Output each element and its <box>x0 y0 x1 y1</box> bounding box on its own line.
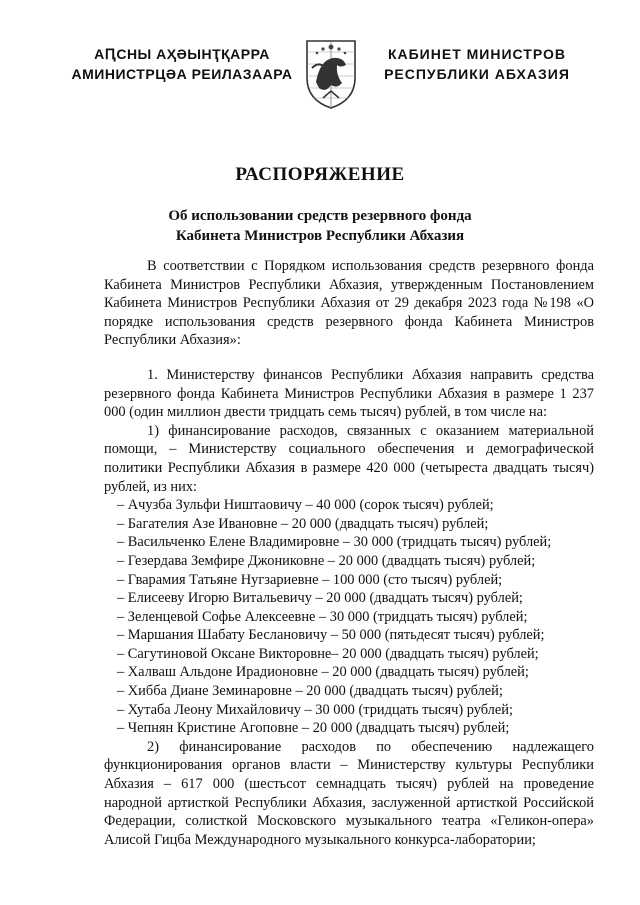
recipient-item: – Багателия Азе Ивановне – 20 000 (двадцать тысяч) рублей; <box>117 515 489 532</box>
preamble-paragraph: В соответствии с Порядком использования средств резервного фонда Кабинета Министров Республики Абхазия, утвержденным Постановлением Кабинета Министров Республики Абхазия от 29 декабря 2023 года №198 «О порядке использования средств резервного фонда Кабинета Министров Республики Абхазия»: <box>104 258 594 349</box>
document-subtitle <box>0 206 640 246</box>
recipient-item: – Чепнян Кристине Агоповне – 20 000 (двадцать тысяч) рублей; <box>117 720 510 737</box>
recipient-item: – Гварамия Татьяне Нугзариевне – 100 000 (сто тысяч) рублей; <box>117 571 503 588</box>
document-title: РАСПОРЯЖЕНИЕ <box>235 164 405 185</box>
recipient-item: – Елисееву Игорю Витальевичу – 20 000 (двадцать тысяч) рублей; <box>117 590 523 607</box>
subtitle-line2: Кабинета Министров Республики Абхазия <box>175 228 465 244</box>
header-abkhaz-line1: АԤСНЫ АҲӘЫНҬҚАРРА <box>94 46 270 62</box>
header-russian-name <box>372 44 582 84</box>
document-body <box>104 257 594 849</box>
recipient-item: – Васильченко Елене Владимировне – 30 000 (тридцать тысяч) рублей; <box>117 534 552 551</box>
header-russian-line1: КАБИНЕТ МИНИСТРОВ <box>387 46 567 62</box>
recipient-item: – Маршания Шабату Беслановичу – 50 000 (пятьдесят тысяч) рублей; <box>117 627 545 644</box>
header-abkhaz-name <box>62 44 302 84</box>
header-russian-line2: РЕСПУБЛИКИ АБХАЗИЯ <box>384 66 570 82</box>
subtitle-line1: Об использовании средств резервного фонда <box>168 208 472 224</box>
recipient-item: – Зеленцевой Софье Алексеевне – 30 000 (тридцать тысяч) рублей; <box>117 608 528 625</box>
recipient-item: – Ачузба Зульфи Ништаовичу – 40 000 (сорок тысяч) рублей; <box>117 497 494 514</box>
recipient-item: – Халваш Альдоне Ирадионовне – 20 000 (двадцать тысяч) рублей; <box>117 664 529 681</box>
subpoint-1-paragraph: 1) финансирование расходов, связанных с оказанием материальной помощи, – Министерству социального обеспечения и демографической политики Республики Абхазия в размере 420 000 (четыреста двадцать тысяч) рублей, из них: <box>104 422 594 495</box>
recipient-item: – Гезердава Земфире Джониковне – 20 000 (двадцать тысяч) рублей; <box>117 552 536 569</box>
recipient-item: – Сагутиновой Оксане Викторовне– 20 000 (двадцать тысяч) рублей; <box>117 645 539 662</box>
coat-of-arms-icon <box>303 38 359 110</box>
subpoint-2-paragraph: 2) финансирование расходов по обеспечению надлежащего функционирования органов власти – Министерству культуры Республики Абхазия – 617 000 (шестьсот семнадцать тысяч) рублей на проведение народной артисткой Республики Абхазия, заслуженной артисткой Российской Федерации, солисткой Московского музыкального театра «Геликон-опера» Алисой Гицба Международного музыкального конкурса-лаборатории; <box>104 738 594 848</box>
point-1-paragraph: 1. Министерству финансов Республики Абхазия направить средства резервного фонда Кабинета Министров Республики Абхазия в размере 1 237 000 (один миллион двести тридцать семь тысяч) рублей, в том числе на: <box>104 366 594 421</box>
recipient-item: – Хутаба Леону Михайловичу – 30 000 (тридцать тысяч) рублей; <box>117 701 513 718</box>
recipient-item: – Хибба Диане Земинаровне – 20 000 (двадцать тысяч) рублей; <box>117 683 503 700</box>
header-abkhaz-line2: АМИНИСТРЦӘА РЕИЛАЗААРА <box>71 66 293 82</box>
